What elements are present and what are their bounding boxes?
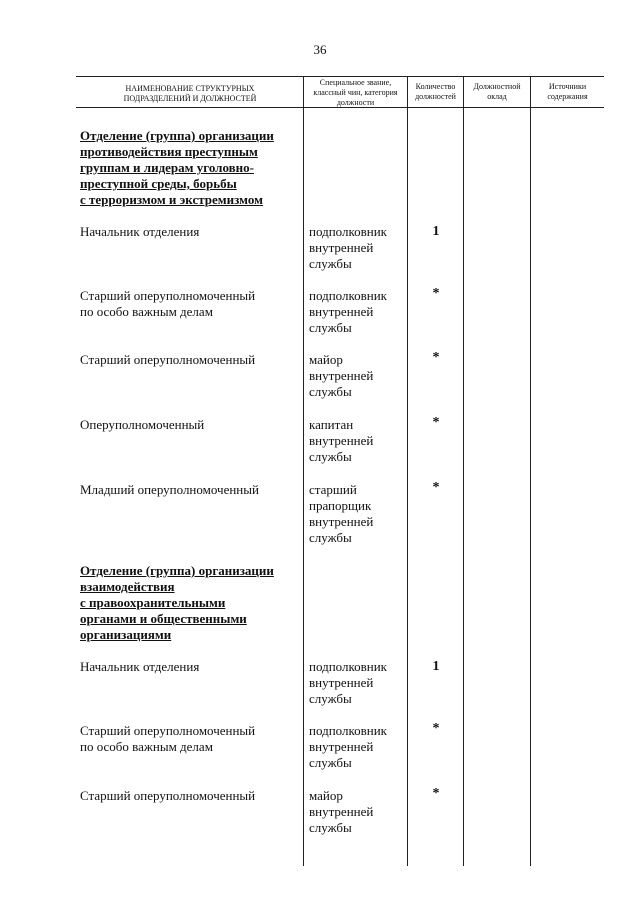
section-title: Отделение (группа) организации противодействия преступным группам и лидерам уголовно- преступной среды, борьбы с терроризмом и экстремизмом [80,128,274,207]
header-funding-sources: Источники содержания [547,82,588,101]
position-rank: старший прапорщик внутренней службы [309,482,374,545]
position-name: Начальник отделения [80,659,200,674]
table-top-border [76,76,604,77]
column-divider-1 [303,76,304,866]
column-divider-3 [463,76,464,866]
position-count: * [432,286,440,301]
column-divider-4 [530,76,531,866]
header-special-rank: Специальное звание, классный чин, категория должности [313,78,398,107]
position-count: * [432,350,440,365]
position-rank: майор внутренней службы [309,352,374,399]
position-rank: подполковник внутренней службы [309,659,387,706]
position-name: Начальник отделения [80,224,200,239]
position-name: Младший оперуполномоченный [80,482,259,497]
header-salary: Должностной оклад [473,82,521,101]
position-name: Старший оперуполномоченный по особо важным делам [80,723,256,754]
position-name: Старший оперуполномоченный [80,352,256,367]
position-count: * [432,721,440,736]
header-position-count: Количество должностей [415,82,456,101]
position-rank: капитан внутренней службы [309,417,374,464]
position-name: Старший оперуполномоченный по особо важным делам [80,288,256,319]
position-count: 1 [432,224,440,239]
position-name: Старший оперуполномоченный [80,788,256,803]
position-name: Оперуполномоченный [80,417,205,432]
position-count: * [432,415,440,430]
page-number: 36 [313,42,327,57]
position-rank: подполковник внутренней службы [309,224,387,271]
position-count: 1 [432,659,440,674]
position-rank: майор внутренней службы [309,788,374,835]
position-rank: подполковник внутренней службы [309,723,387,770]
position-count: * [432,786,440,801]
header-structural-units: НАИМЕНОВАНИЕ СТРУКТУРНЫХ ПОДРАЗДЕЛЕНИЙ И ДОЛЖНОСТЕЙ [123,84,257,103]
position-rank: подполковник внутренней службы [309,288,387,335]
section-title: Отделение (группа) организации взаимодействия с правоохранительными органами и общественными организациями [80,563,274,642]
column-divider-2 [407,76,408,866]
position-count: * [432,480,440,495]
